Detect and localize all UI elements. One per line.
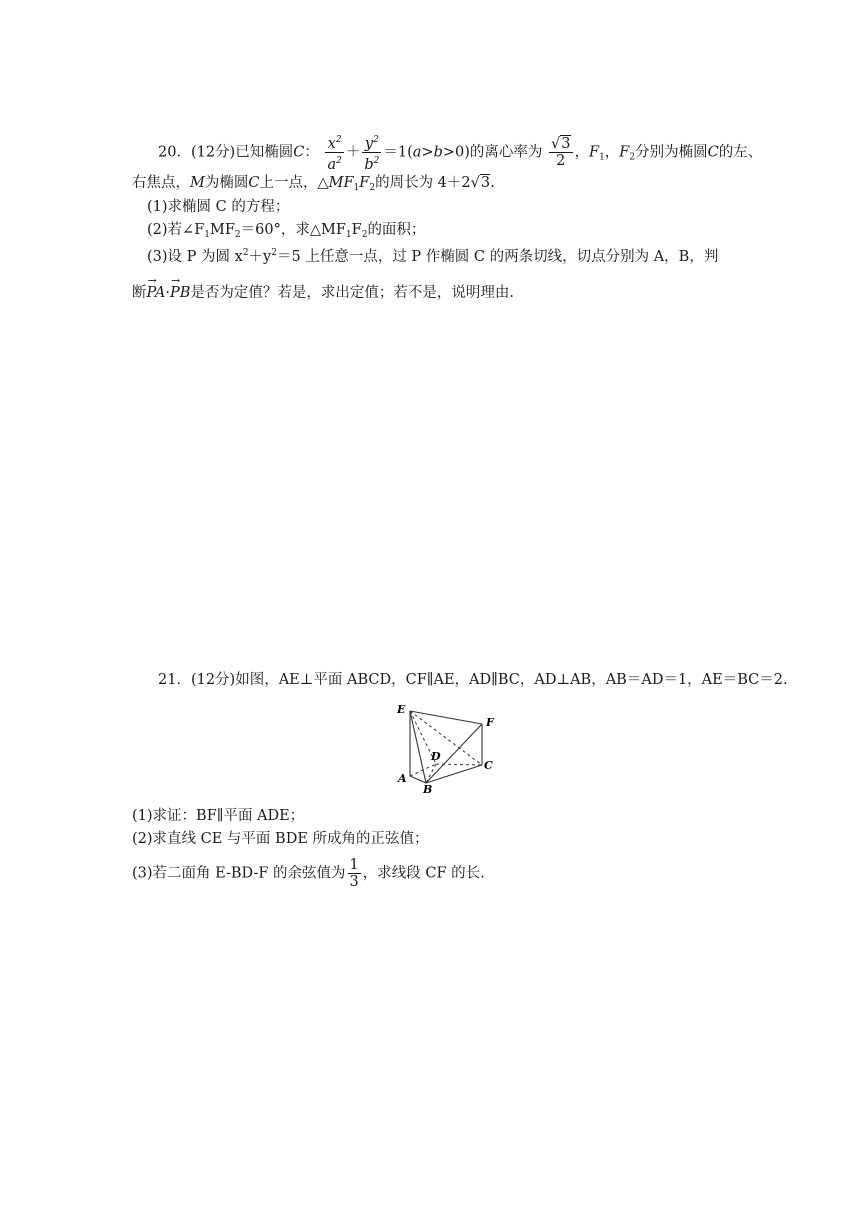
label-c: C <box>484 759 493 772</box>
vector-pa: → PA <box>147 283 166 303</box>
q20-part3-line2: 断→ PA·→ PB是否为定值？若是，求出定值；若不是，说明理由. <box>132 283 514 303</box>
fraction-one-third: $\frac{1}{3}$ <box>349 857 359 890</box>
label-b: B <box>423 783 433 794</box>
label-e: E <box>397 703 406 716</box>
q20-lead: 已知椭圆 <box>235 144 294 161</box>
label-d: D <box>431 750 441 763</box>
q21-heading: 21．(12分)如图，AE⊥平面 ABCD，CF∥AE，AD∥BC，AD⊥AB，AB＝AD＝1，AE＝BC＝2. <box>158 672 788 688</box>
q20-score: (12分) <box>190 144 236 161</box>
q20-part1: (1)求椭圆 C 的方程； <box>147 199 290 215</box>
fraction-eccentricity: $\frac{√3}{2}$ <box>551 136 571 169</box>
colon: ： <box>304 144 319 161</box>
q20-line1: 20．(12分)已知椭圆C： $\frac{x^2}{a^2}$ ＋ $\frac{y^2}{b^2}$ ＝1(a>b>0)的离心率为 $\frac{√3}{2}$ ，$F_1$，$F_2$分别为椭圆C的左、 <box>158 132 762 173</box>
q21-part1: (1)求证：BF∥平面 ADE； <box>132 808 305 824</box>
q20-part3: (3)设 P 为圆 $x^2+y^2=5$ 上任意一点，过 P 作椭圆 C 的两条切线，切点分别为 A，B，判 <box>147 248 719 265</box>
label-a: A <box>398 772 407 785</box>
q20-number: 20． <box>158 144 191 161</box>
q20-line2: 右焦点，M为椭圆C上一点，$\triangle MF_1F_2$的周长为 4＋2√3. <box>132 175 495 193</box>
q21-geometry-figure <box>392 702 512 794</box>
fraction-y2-b2: $\frac{y^2}{b^2}$ <box>362 132 381 173</box>
fraction-x2-a2: $\frac{x^2}{a^2}$ <box>325 132 343 173</box>
q21-part2: (2)求直线 CE 与平面 BDE 所成角的正弦值； <box>132 831 429 847</box>
q21-part3: (3)若二面角 E-BD-F 的余弦值为 $\frac{1}{3}$ ，求线段 CF 的长. <box>132 857 485 890</box>
q20-part2: (2)若$\angle F_1MF_2=60^\circ$，求$\triangle MF_1F_2$的面积； <box>147 222 426 240</box>
ellipse-name: C <box>293 144 305 161</box>
vector-pb: → PB <box>170 283 190 303</box>
label-f: F <box>486 716 494 729</box>
